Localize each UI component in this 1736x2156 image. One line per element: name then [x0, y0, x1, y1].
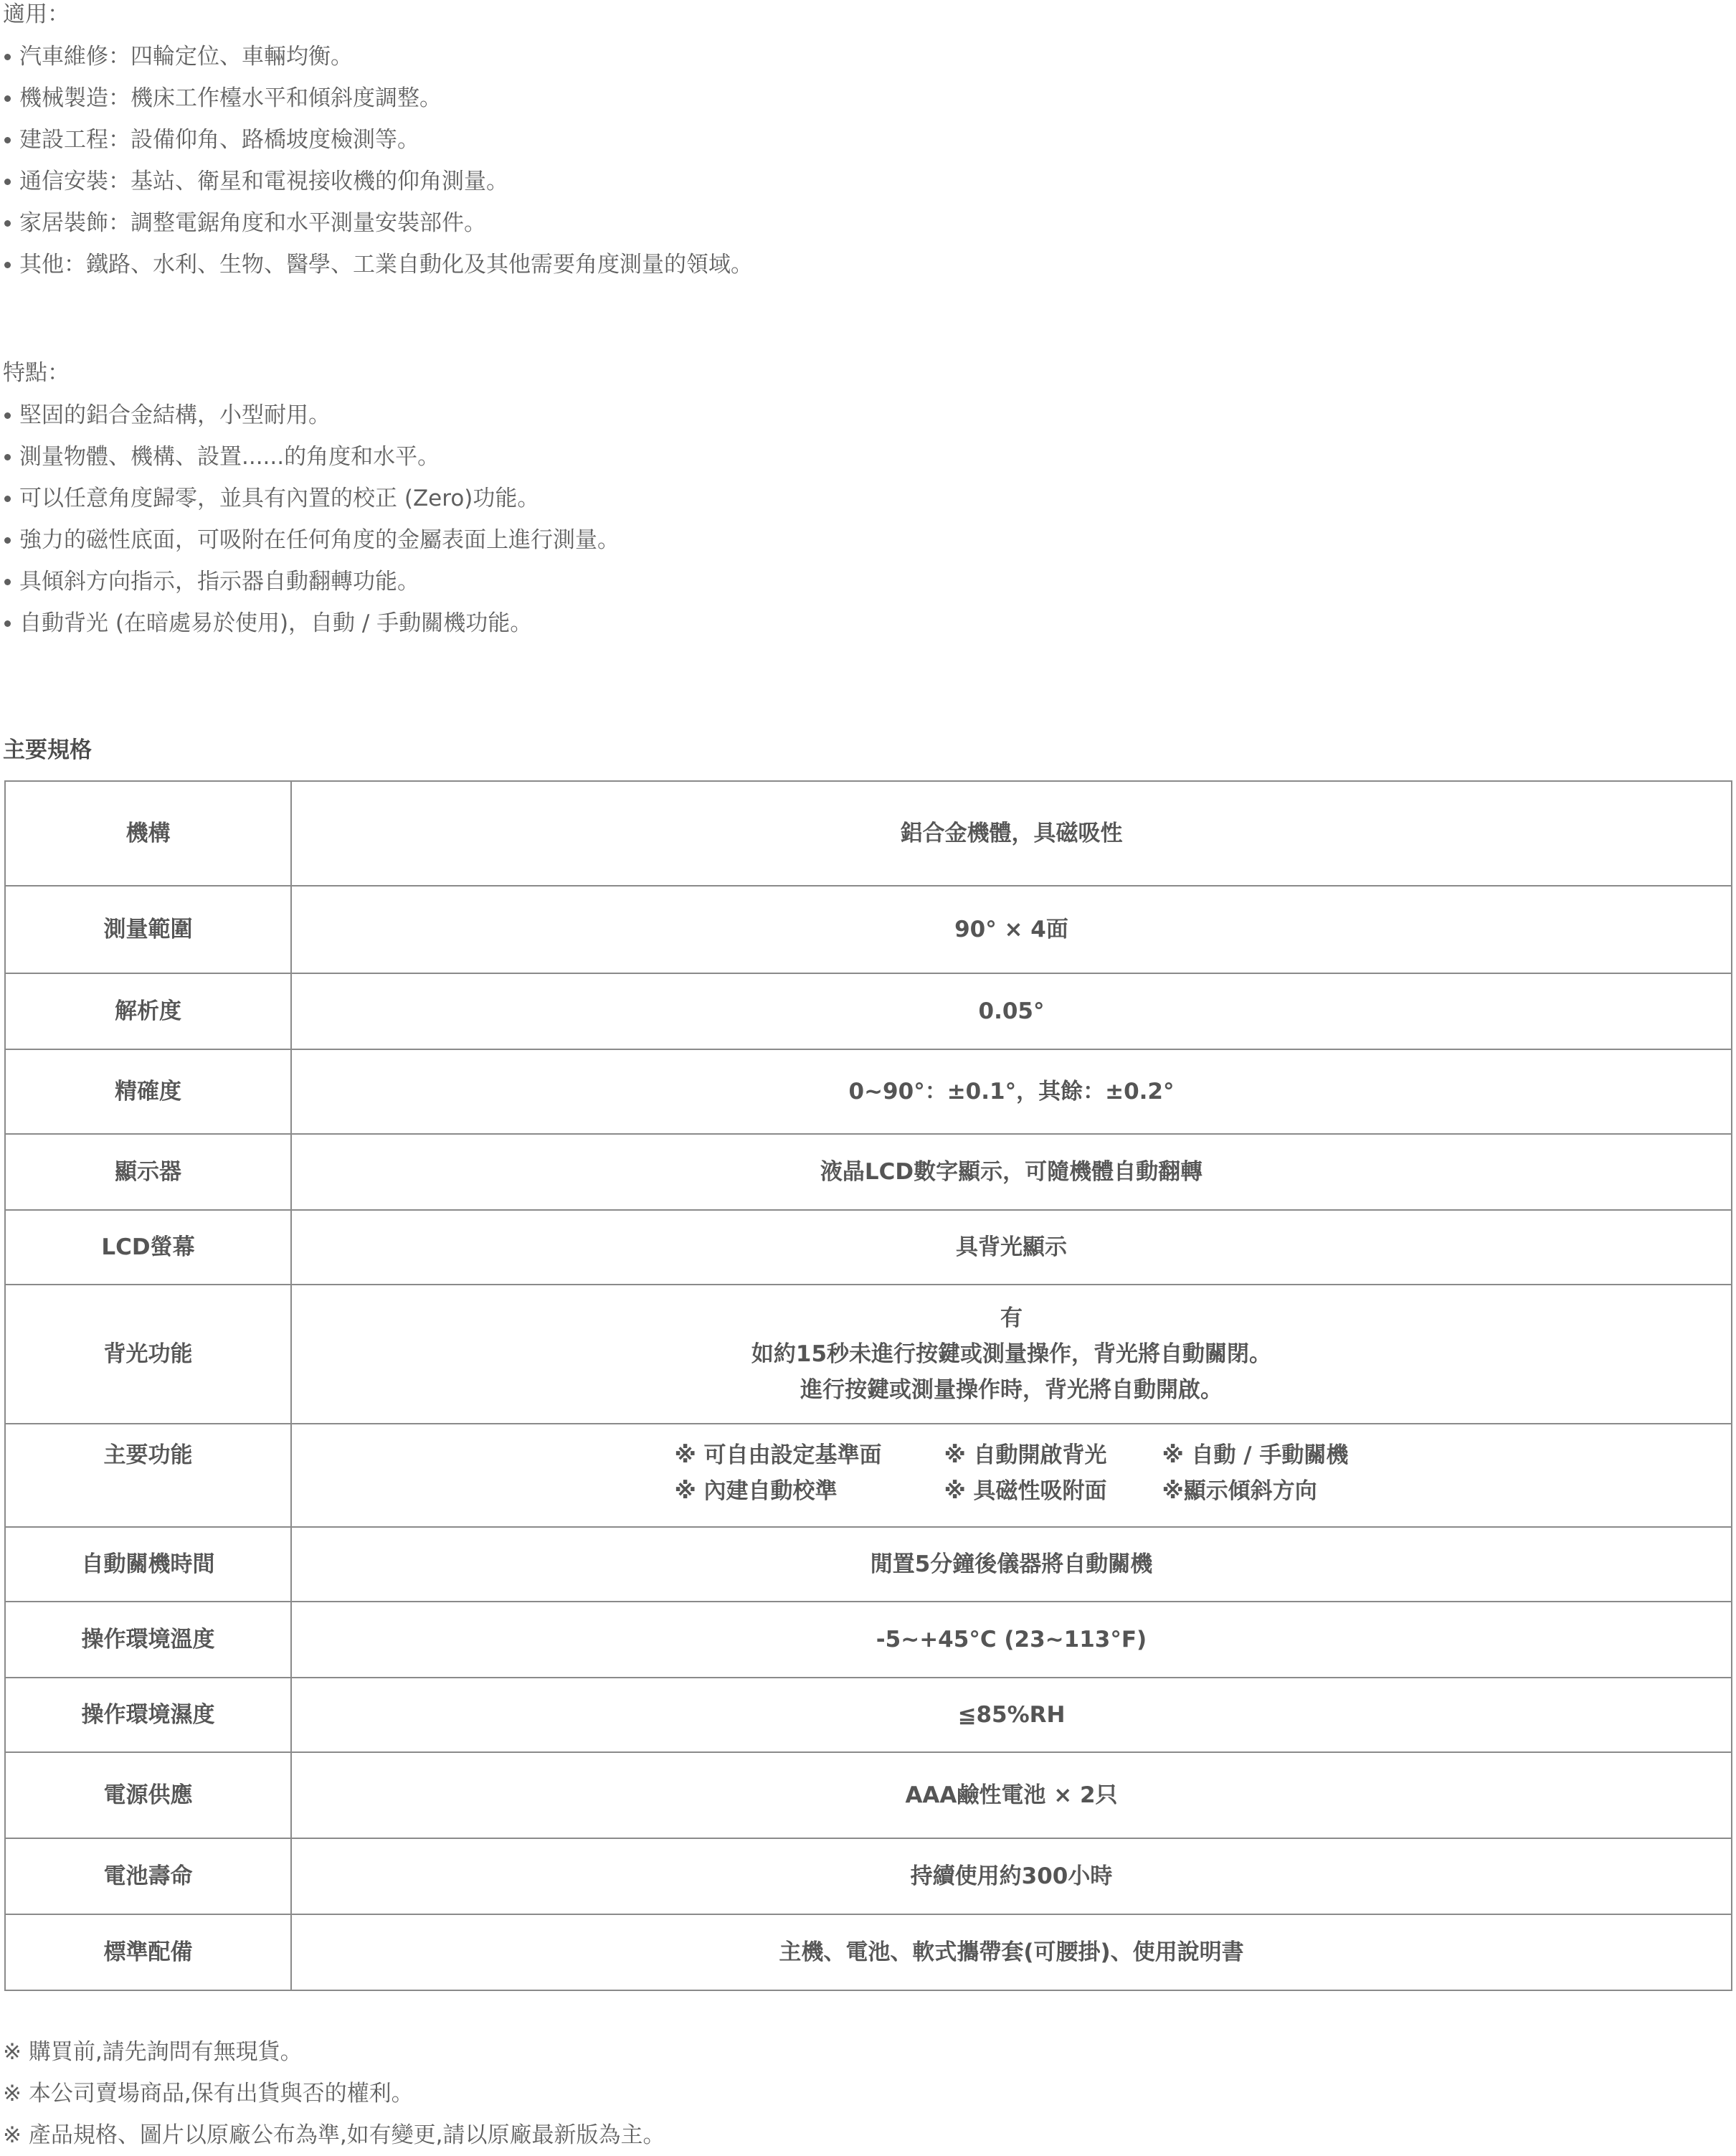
- spec-key: 電池壽命: [5, 1838, 291, 1914]
- bullet-icon: [4, 137, 11, 143]
- table-row: [5, 1602, 1732, 1678]
- bullet-icon: [4, 620, 11, 627]
- spec-value: 0~90°：±0.1°，其餘：±0.2°: [291, 1049, 1732, 1134]
- bullet-icon: [4, 496, 11, 502]
- spec-key: 測量範圍: [5, 886, 291, 973]
- list-item: 家居裝飾：調整電鋸角度和水平測量安裝部件。: [3, 202, 753, 244]
- spec-table: [4, 780, 1732, 1991]
- spec-value-line: 有: [1000, 1305, 1023, 1331]
- table-row: [5, 1424, 1732, 1527]
- list-item: 測量物體、機構、設置......的角度和水平。: [3, 436, 620, 478]
- spec-value: 閒置5分鐘後儀器將自動關機: [291, 1527, 1732, 1602]
- spec-key: 操作環境溫度: [5, 1602, 291, 1678]
- bullet-icon: [4, 537, 11, 544]
- list-item: 汽車維修：四輪定位、車輛均衡。: [3, 36, 753, 77]
- spec-value-line: 進行按鍵或測量操作時，背光將自動開啟。: [800, 1377, 1223, 1403]
- spec-value: AAA鹼性電池 × 2只: [291, 1752, 1732, 1838]
- spec-key: 精確度: [5, 1049, 291, 1134]
- spec-heading: 主要規格: [3, 737, 92, 763]
- bullet-icon: [4, 95, 11, 102]
- function-item: ※顯示傾斜方向: [1162, 1478, 1317, 1504]
- spec-value: 主機、電池、軟式攜帶套(可腰掛)、使用說明書: [291, 1914, 1732, 1990]
- list-item: 通信安裝：基站、衛星和電視接收機的仰角測量。: [3, 161, 753, 202]
- list-item: 具傾斜方向指示，指示器自動翻轉功能。: [3, 561, 620, 602]
- footnote: ※ 產品規格、圖片以原廠公布為準,如有變更,請以原廠最新版為主。: [3, 2122, 665, 2148]
- function-row: [675, 1437, 1349, 1473]
- list-item: 堅固的鋁合金結構，小型耐用。: [3, 394, 620, 436]
- footnote: ※ 購買前,請先詢問有無現貨。: [3, 2039, 303, 2065]
- spec-key: 機構: [5, 781, 291, 886]
- table-row: [5, 781, 1732, 886]
- bullet-icon: [4, 262, 11, 268]
- spec-value: 90° × 4面: [291, 886, 1732, 973]
- spec-key: LCD螢幕: [5, 1210, 291, 1285]
- features-list: [3, 394, 620, 644]
- function-item: ※ 可自由設定基準面: [674, 1442, 882, 1468]
- function-item: ※ 自動 / 手動關機: [1162, 1442, 1349, 1468]
- spec-value: 0.05°: [291, 973, 1732, 1049]
- table-row: [5, 886, 1732, 973]
- table-row: [5, 1285, 1732, 1424]
- table-row: [5, 1678, 1732, 1752]
- spec-value-line: 如約15秒未進行按鍵或測量操作，背光將自動關閉。: [751, 1341, 1272, 1367]
- spec-value: -5~+45°C (23~113°F): [291, 1602, 1732, 1678]
- table-row: [5, 1527, 1732, 1602]
- footnote: ※ 本公司賣場商品,保有出貨與否的權利。: [3, 2081, 414, 2107]
- features-label: 特點：: [3, 360, 70, 386]
- spec-value: 持續使用約300小時: [291, 1838, 1732, 1914]
- list-item: 自動背光 (在暗處易於使用)，自動 / 手動關機功能。: [3, 602, 620, 644]
- spec-value: [291, 1424, 1732, 1527]
- spec-value: 鋁合金機體，具磁吸性: [291, 781, 1732, 886]
- spec-key: 操作環境濕度: [5, 1678, 291, 1752]
- table-row: [5, 1210, 1732, 1285]
- function-row: [675, 1473, 1349, 1509]
- list-item: 強力的磁性底面，可吸附在任何角度的金屬表面上進行測量。: [3, 519, 620, 561]
- spec-key: 背光功能: [5, 1285, 291, 1424]
- table-row: [5, 1049, 1732, 1134]
- bullet-icon: [4, 454, 11, 460]
- function-item: ※ 自動開啟背光: [944, 1442, 1107, 1468]
- bullet-icon: [4, 179, 11, 185]
- table-row: [5, 1752, 1732, 1838]
- table-row: [5, 973, 1732, 1049]
- spec-key: 解析度: [5, 973, 291, 1049]
- function-item: ※ 具磁性吸附面: [944, 1478, 1107, 1504]
- list-item: 其他：鐵路、水利、生物、醫學、工業自動化及其他需要角度測量的領域。: [3, 244, 753, 285]
- spec-key: 電源供應: [5, 1752, 291, 1838]
- spec-value: 具背光顯示: [291, 1210, 1732, 1285]
- spec-value: [291, 1285, 1732, 1424]
- list-item: 機械製造：機床工作檯水平和傾斜度調整。: [3, 77, 753, 119]
- applications-label: 適用：: [3, 1, 70, 27]
- function-item: ※ 內建自動校準: [674, 1478, 838, 1504]
- bullet-icon: [4, 579, 11, 585]
- spec-key: 顯示器: [5, 1134, 291, 1210]
- spec-key: 主要功能: [5, 1424, 291, 1527]
- spec-key: 標準配備: [5, 1914, 291, 1990]
- bullet-icon: [4, 54, 11, 60]
- spec-value: 液晶LCD數字顯示，可隨機體自動翻轉: [291, 1134, 1732, 1210]
- spec-key: 自動關機時間: [5, 1527, 291, 1602]
- function-grid: [675, 1437, 1349, 1509]
- list-item: 建設工程：設備仰角、路橋坡度檢測等。: [3, 119, 753, 161]
- bullet-icon: [4, 412, 11, 419]
- spec-value: ≦85%RH: [291, 1678, 1732, 1752]
- table-row: [5, 1914, 1732, 1990]
- applications-list: [3, 36, 753, 285]
- table-row: [5, 1134, 1732, 1210]
- bullet-icon: [4, 220, 11, 227]
- table-row: [5, 1838, 1732, 1914]
- footnotes: [3, 2031, 665, 2156]
- list-item: 可以任意角度歸零，並具有內置的校正 (Zero)功能。: [3, 478, 620, 519]
